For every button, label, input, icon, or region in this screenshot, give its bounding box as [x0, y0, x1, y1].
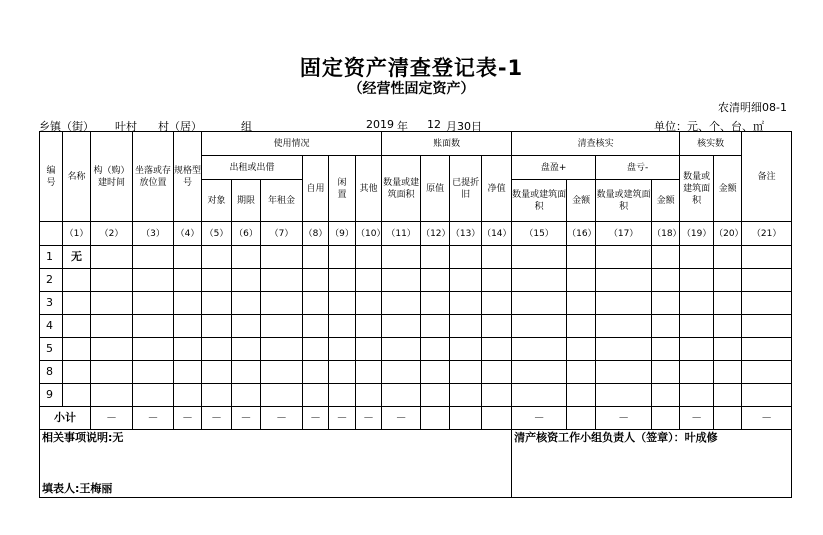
- column-number: （2）: [91, 222, 133, 246]
- header-usage: 使用情况: [202, 132, 382, 156]
- data-cell: [174, 315, 202, 338]
- data-cell: [329, 361, 356, 384]
- data-cell: [714, 315, 742, 338]
- notes-cell: [40, 430, 512, 498]
- row-name: [63, 338, 91, 361]
- data-cell: [567, 246, 596, 269]
- data-cell: [482, 292, 512, 315]
- data-cell: [232, 361, 261, 384]
- header-verify: 清查核实: [512, 132, 680, 156]
- header-deficit: 盘亏-: [596, 156, 680, 180]
- data-cell: [714, 361, 742, 384]
- group-label: 组: [241, 120, 252, 133]
- data-cell: [202, 246, 232, 269]
- subtotal-value: [450, 407, 482, 430]
- data-cell: [482, 384, 512, 407]
- unit-label: 单位：元、个、台、㎡: [654, 120, 764, 133]
- data-cell: [714, 269, 742, 292]
- subtotal-value: －: [382, 407, 421, 430]
- header-annual-rent: 年租金: [261, 180, 303, 222]
- data-cell: [232, 246, 261, 269]
- data-cell: [202, 292, 232, 315]
- register-table: [39, 131, 792, 498]
- table-row: [40, 246, 792, 269]
- year-label: 年: [397, 120, 408, 133]
- table-row: [40, 269, 792, 292]
- data-cell: [596, 315, 652, 338]
- data-cell: [512, 384, 567, 407]
- data-cell: [482, 315, 512, 338]
- data-cell: [680, 315, 714, 338]
- data-cell: [232, 269, 261, 292]
- data-cell: [329, 384, 356, 407]
- table-row: [40, 315, 792, 338]
- data-cell: [303, 361, 329, 384]
- data-cell: [261, 315, 303, 338]
- data-cell: [421, 269, 450, 292]
- column-number: （3）: [133, 222, 174, 246]
- data-cell: [174, 361, 202, 384]
- data-cell: [652, 315, 680, 338]
- data-cell: [261, 246, 303, 269]
- data-cell: [596, 292, 652, 315]
- data-cell: [450, 246, 482, 269]
- form-code: 农清明细08-1: [718, 101, 787, 114]
- data-cell: [596, 269, 652, 292]
- data-cell: [382, 246, 421, 269]
- subtotal-value: －: [261, 407, 303, 430]
- table-row: [40, 338, 792, 361]
- filler-text: 填表人:王梅丽: [42, 482, 113, 495]
- column-number: （17）: [596, 222, 652, 246]
- subtotal-value: －: [742, 407, 792, 430]
- row-name: [63, 384, 91, 407]
- row-number: 9: [40, 384, 63, 407]
- responsible-cell: [512, 430, 792, 498]
- data-cell: [512, 338, 567, 361]
- column-number: （8）: [303, 222, 329, 246]
- data-cell: [356, 384, 382, 407]
- subtotal-value: －: [91, 407, 133, 430]
- header-self-use: 自用: [303, 156, 329, 222]
- header-surplus: 盘盈+: [512, 156, 596, 180]
- column-number: （15）: [512, 222, 567, 246]
- column-number: （19）: [680, 222, 714, 246]
- data-cell: [421, 384, 450, 407]
- data-cell: [382, 338, 421, 361]
- data-cell: [450, 384, 482, 407]
- data-cell: [512, 269, 567, 292]
- column-number: （12）: [421, 222, 450, 246]
- column-number: （9）: [329, 222, 356, 246]
- header-no: 编号: [40, 132, 63, 222]
- data-cell: [652, 269, 680, 292]
- data-cell: [133, 292, 174, 315]
- data-cell: [174, 246, 202, 269]
- data-cell: [652, 361, 680, 384]
- data-cell: [303, 292, 329, 315]
- village-value: 叶村: [115, 120, 137, 133]
- data-cell: [174, 338, 202, 361]
- table-row: [40, 292, 792, 315]
- data-cell: [356, 338, 382, 361]
- data-cell: [652, 338, 680, 361]
- data-cell: [329, 338, 356, 361]
- month-value: 12: [427, 118, 441, 131]
- data-cell: [714, 246, 742, 269]
- data-cell: [303, 269, 329, 292]
- subtotal-value: [567, 407, 596, 430]
- notes-text: 相关事项说明:无: [42, 431, 124, 444]
- data-cell: [91, 315, 133, 338]
- data-cell: [680, 269, 714, 292]
- responsible-text: 清产核资工作小组负责人（签章）：叶成修: [514, 431, 718, 444]
- data-cell: [742, 246, 792, 269]
- village-label: 村（居）: [158, 120, 202, 133]
- header-deficit-amount: 金额: [652, 180, 680, 222]
- data-cell: [596, 361, 652, 384]
- data-cell: [450, 292, 482, 315]
- subtotal-value: －: [174, 407, 202, 430]
- data-cell: [450, 269, 482, 292]
- subtotal-value: －: [512, 407, 567, 430]
- data-cell: [356, 361, 382, 384]
- data-cell: [202, 361, 232, 384]
- data-cell: [680, 246, 714, 269]
- data-cell: [382, 269, 421, 292]
- data-cell: [232, 315, 261, 338]
- data-cell: [742, 292, 792, 315]
- data-cell: [567, 269, 596, 292]
- data-cell: [680, 292, 714, 315]
- subtotal-row: [40, 407, 792, 430]
- subtotal-value: [482, 407, 512, 430]
- data-cell: [567, 361, 596, 384]
- data-cell: [714, 338, 742, 361]
- column-number: （1）: [63, 222, 91, 246]
- header-object: 对象: [202, 180, 232, 222]
- data-cell: [329, 269, 356, 292]
- subtotal-value: [714, 407, 742, 430]
- header-spec: 规格型号: [174, 132, 202, 222]
- data-cell: [91, 246, 133, 269]
- data-cell: [303, 315, 329, 338]
- data-cell: [596, 338, 652, 361]
- data-cell: [382, 384, 421, 407]
- header-location: 坐落或存放位置: [133, 132, 174, 222]
- data-cell: [329, 246, 356, 269]
- header-actual: 核实数: [680, 132, 742, 156]
- column-number: （4）: [174, 222, 202, 246]
- header-original: 原值: [421, 156, 450, 222]
- data-cell: [652, 292, 680, 315]
- data-cell: [91, 384, 133, 407]
- column-number: （7）: [261, 222, 303, 246]
- row-name: [63, 315, 91, 338]
- header-net: 净值: [482, 156, 512, 222]
- row-name: [63, 292, 91, 315]
- data-cell: [382, 292, 421, 315]
- subtotal-value: [421, 407, 450, 430]
- data-cell: [567, 384, 596, 407]
- subtotal-value: －: [596, 407, 652, 430]
- data-cell: [303, 338, 329, 361]
- data-cell: [133, 269, 174, 292]
- form-subtitle: （经营性固定资产）: [348, 81, 475, 97]
- header-book-qty: 数量或建筑面积: [382, 156, 421, 222]
- data-cell: [91, 338, 133, 361]
- data-cell: [567, 315, 596, 338]
- data-cell: [356, 269, 382, 292]
- data-cell: [329, 315, 356, 338]
- data-cell: [232, 338, 261, 361]
- subtotal-value: －: [232, 407, 261, 430]
- data-cell: [482, 246, 512, 269]
- header-other: 其他: [356, 156, 382, 222]
- data-cell: [512, 292, 567, 315]
- data-cell: [356, 315, 382, 338]
- column-number: （20）: [714, 222, 742, 246]
- data-cell: [714, 292, 742, 315]
- data-cell: [512, 246, 567, 269]
- row-number: 2: [40, 269, 63, 292]
- row-name: [63, 361, 91, 384]
- data-cell: [567, 292, 596, 315]
- subtotal-value: －: [303, 407, 329, 430]
- data-cell: [742, 361, 792, 384]
- subtotal-value: －: [680, 407, 714, 430]
- header-actual-qty: 数量或建筑面积: [680, 156, 714, 222]
- data-cell: [91, 361, 133, 384]
- data-cell: [421, 315, 450, 338]
- data-cell: [680, 384, 714, 407]
- header-idle: 闲置: [329, 156, 356, 222]
- data-cell: [91, 292, 133, 315]
- header-deficit-qty: 数量或建筑面积: [596, 180, 652, 222]
- data-cell: [133, 384, 174, 407]
- row-number: 5: [40, 338, 63, 361]
- subtotal-value: －: [329, 407, 356, 430]
- row-name: [63, 269, 91, 292]
- data-cell: [450, 315, 482, 338]
- data-cell: [652, 384, 680, 407]
- data-cell: [174, 292, 202, 315]
- subtotal-value: －: [356, 407, 382, 430]
- header-actual-amount: 金额: [714, 156, 742, 222]
- data-cell: [742, 269, 792, 292]
- data-cell: [482, 338, 512, 361]
- column-number: （21）: [742, 222, 792, 246]
- subtotal-value: －: [202, 407, 232, 430]
- data-cell: [742, 384, 792, 407]
- data-cell: [261, 292, 303, 315]
- column-number: （13）: [450, 222, 482, 246]
- column-number: （16）: [567, 222, 596, 246]
- data-cell: [742, 315, 792, 338]
- data-cell: [680, 361, 714, 384]
- data-cell: [596, 384, 652, 407]
- data-cell: [202, 315, 232, 338]
- data-cell: [202, 269, 232, 292]
- column-number: （18）: [652, 222, 680, 246]
- row-name: 无: [63, 246, 91, 269]
- header-depreciated: 已提折旧: [450, 156, 482, 222]
- data-cell: [91, 269, 133, 292]
- data-cell: [421, 292, 450, 315]
- data-cell: [261, 361, 303, 384]
- data-cell: [356, 292, 382, 315]
- data-cell: [261, 384, 303, 407]
- data-cell: [202, 338, 232, 361]
- data-cell: [382, 361, 421, 384]
- data-cell: [303, 384, 329, 407]
- data-cell: [512, 361, 567, 384]
- data-cell: [232, 292, 261, 315]
- data-cell: [329, 292, 356, 315]
- month-day-label: 月30日: [446, 120, 482, 133]
- data-cell: [512, 315, 567, 338]
- column-number: （6）: [232, 222, 261, 246]
- header-build-time: 构（购）建时间: [91, 132, 133, 222]
- row-number: 1: [40, 246, 63, 269]
- subtotal-value: －: [133, 407, 174, 430]
- subtotal-label: 小计: [40, 407, 91, 430]
- column-number: （10）: [356, 222, 382, 246]
- data-cell: [174, 269, 202, 292]
- data-cell: [303, 246, 329, 269]
- data-cell: [596, 246, 652, 269]
- data-cell: [482, 361, 512, 384]
- column-number: （14）: [482, 222, 512, 246]
- column-number: （5）: [202, 222, 232, 246]
- data-cell: [174, 384, 202, 407]
- data-cell: [652, 246, 680, 269]
- year-value: 2019: [366, 118, 394, 131]
- data-cell: [202, 384, 232, 407]
- data-cell: [133, 246, 174, 269]
- table-row: [40, 361, 792, 384]
- header-rent: 出租或出借: [202, 156, 303, 180]
- data-cell: [133, 361, 174, 384]
- data-cell: [421, 338, 450, 361]
- header-name: 名称: [63, 132, 91, 222]
- data-cell: [356, 246, 382, 269]
- data-cell: [450, 361, 482, 384]
- colnum-blank: [40, 222, 63, 246]
- data-cell: [421, 361, 450, 384]
- data-cell: [421, 246, 450, 269]
- township-label: 乡镇（街）: [39, 120, 94, 133]
- header-surplus-amount: 金额: [567, 180, 596, 222]
- data-cell: [261, 269, 303, 292]
- subtotal-value: [652, 407, 680, 430]
- data-cell: [232, 384, 261, 407]
- header-note: 备注: [742, 132, 792, 222]
- header-term: 期限: [232, 180, 261, 222]
- data-cell: [714, 384, 742, 407]
- data-cell: [742, 338, 792, 361]
- header-surplus-qty: 数量或建筑面积: [512, 180, 567, 222]
- data-cell: [133, 338, 174, 361]
- column-number: （11）: [382, 222, 421, 246]
- data-cell: [567, 338, 596, 361]
- data-cell: [450, 338, 482, 361]
- data-cell: [133, 315, 174, 338]
- header-book: 账面数: [382, 132, 512, 156]
- data-cell: [382, 315, 421, 338]
- row-number: 3: [40, 292, 63, 315]
- table-row: [40, 384, 792, 407]
- data-cell: [261, 338, 303, 361]
- data-cell: [680, 338, 714, 361]
- row-number: 8: [40, 361, 63, 384]
- form-title: 固定资产清查登记表-1: [299, 56, 524, 80]
- row-number: 4: [40, 315, 63, 338]
- data-cell: [482, 269, 512, 292]
- column-number-row: [40, 222, 792, 246]
